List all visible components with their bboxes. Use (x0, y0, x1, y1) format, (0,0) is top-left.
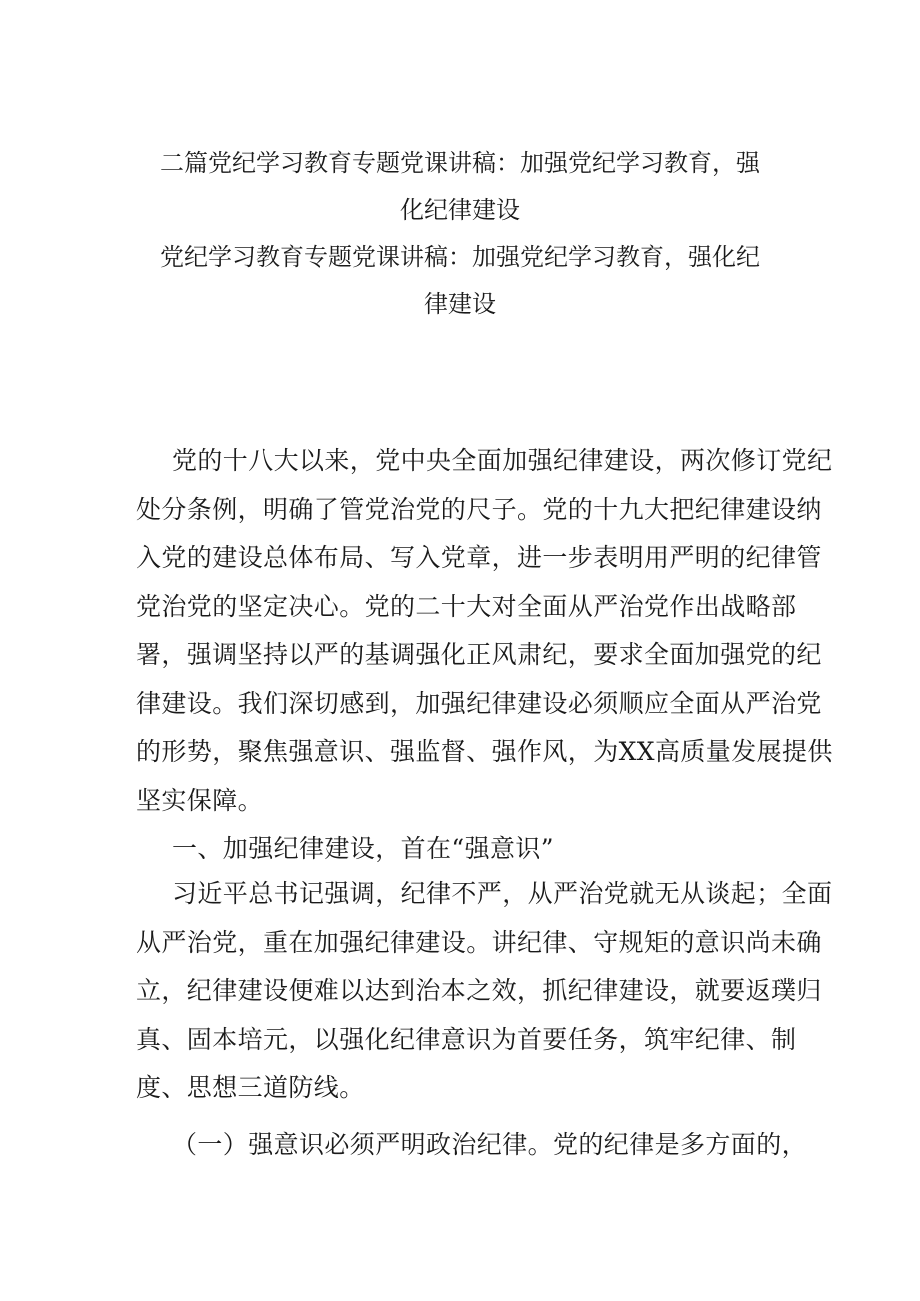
heading-text: 一、加强纪律建设，首在“强意识” (172, 834, 554, 863)
paragraph-line: 坚实保障。 (136, 785, 264, 815)
paragraph-line: 立，纪律建设便难以达到治本之效，抓纪律建设，就要返璞归 (136, 976, 822, 1005)
paragraph-line: 从严治党，重在加强纪律建设。讲纪律、守规矩的意识尚未确 (136, 927, 822, 957)
paragraph-line: 的形势，聚焦强意识、强监督、强作风，为XX高质量发展提供 (136, 737, 833, 766)
subheading-text: （一）强意识必须严明政治纪律。党的纪律是多方面的， (172, 1130, 808, 1159)
subtitle-line: 律建设 (424, 290, 496, 318)
paragraph-line: 党治党的坚定决心。党的二十大对全面从严治党作出战略部 (136, 591, 797, 621)
paragraph-intro (136, 437, 833, 825)
paragraph-line: 入党的建设总体布局、写入党章，进一步表明用严明的纪律管 (136, 543, 822, 572)
subtitle-line: 党纪学习教育专题党课讲稿：加强党纪学习教育，强化纪 (160, 243, 760, 271)
paragraph-section-1 (136, 870, 833, 1113)
title-line: 二篇党纪学习教育专题党课讲稿：加强党纪学习教育，强 (160, 149, 760, 177)
paragraph-line: 处分条例，明确了管党治党的尺子。党的十九大把纪律建设纳 (136, 494, 822, 524)
paragraph-line: 党的十八大以来，党中央全面加强纪律建设，两次修订党纪 (172, 446, 833, 475)
paragraph-line: 律建设。我们深切感到，加强纪律建设必须顺应全面从严治党 (136, 688, 822, 718)
section-heading (136, 825, 776, 874)
paragraph-line: 真、固本培元，以强化纪律意识为首要任务，筑牢纪律、制 (136, 1024, 797, 1054)
paragraph-line: 署，强调坚持以严的基调强化正风肃纪，要求全面加强党的纪 (136, 640, 822, 669)
document-title (150, 140, 770, 328)
paragraph-line: 度、思想三道防线。 (136, 1073, 365, 1102)
subsection-heading (136, 1121, 808, 1170)
paragraph-line: 习近平总书记强调，纪律不严，从严治党就无从谈起；全面 (172, 879, 833, 908)
title-line: 化纪律建设 (400, 196, 520, 224)
